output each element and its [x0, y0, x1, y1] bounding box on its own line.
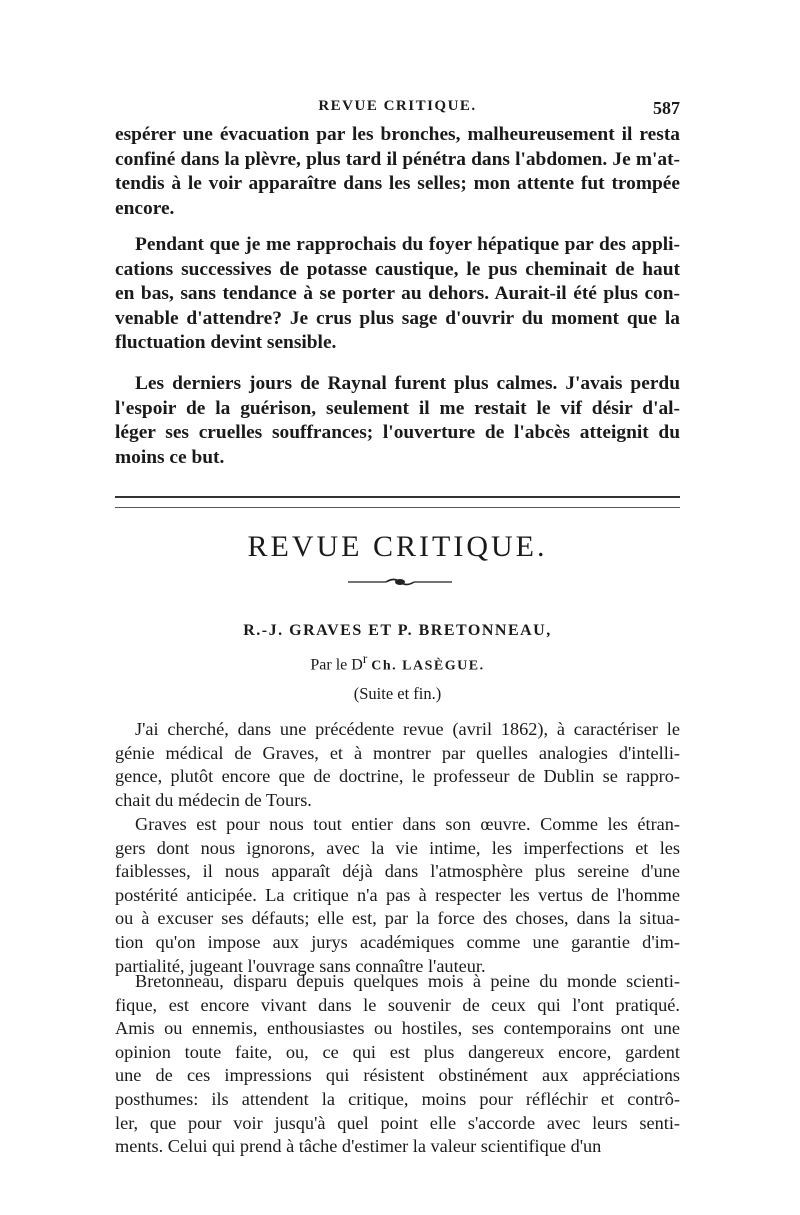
text-line: ments. Celui qui prend à tâche d'estimer la valeur scientifique d'un — [115, 1136, 602, 1157]
text-line: gence, plutôt encore que de doctrine, le professeur de Dublin se rappro- — [115, 766, 680, 787]
paragraph — [115, 813, 680, 978]
text-line: Les derniers jours de Raynal furent plus calmes. J'avais perdu — [135, 373, 680, 394]
text-line: opinion toute faite, ou, ce qui est plus dangereux encore, gardent — [115, 1041, 680, 1062]
text-line: gers dont nous ignorons, avec la vie intime, les imperfections et les — [115, 837, 680, 858]
text-line: moins ce but. — [115, 446, 225, 468]
text-line: faiblesses, il nous apparaît déjà dans l'atmosphère plus sereine d'une — [115, 861, 680, 882]
continuation-note: (Suite et fin.) — [353, 684, 442, 703]
text-line: Bretonneau, disparu depuis quelques mois à peine du monde scienti- — [135, 971, 680, 991]
ornament-divider — [348, 576, 452, 588]
running-head — [115, 98, 680, 120]
paragraph — [115, 718, 680, 812]
text-line: J'ai cherché, dans une précédente revue (avril 1862), à caractériser le — [135, 719, 680, 739]
text-line: chait du médecin de Tours. — [115, 789, 312, 810]
paragraph — [115, 970, 680, 1159]
text-line: une de ces impressions qui résistent obstinément aux appréciations — [115, 1065, 680, 1086]
text-line: fluctuation devint sensible. — [115, 332, 337, 353]
byline-sup: r — [362, 651, 368, 666]
page-number: 587 — [653, 98, 680, 118]
text-line: espérer une évacuation par les bronches, malheureusement il resta — [115, 124, 680, 145]
text-line: génie médical de Graves, et à montrer par quelles analogies d'intelli- — [115, 742, 680, 763]
text-line: Amis ou ennemis, enthousiastes ou hostiles, ses contemporains ont une — [115, 1018, 680, 1039]
text-line: en bas, sans tendance à se porter au dehors. Aurait-il été plus con- — [115, 283, 680, 304]
byline-author: Ch. LASÈGUE. — [371, 658, 485, 674]
text-line: ler, que pour voir jusqu'à quel point elle s'accorde avec leurs senti- — [115, 1112, 680, 1133]
paragraph — [115, 123, 680, 221]
text-line: partialité, jugeant l'ouvrage sans connaître l'auteur. — [115, 955, 486, 976]
running-head-title: REVUE CRITIQUE. — [318, 98, 477, 114]
text-line: posthumes: ils attendent la critique, moins pour réfléchir et contrô- — [115, 1088, 680, 1109]
text-line: Graves est pour nous tout entier dans son œuvre. Comme les étran- — [135, 814, 680, 834]
text-line: ou à excuser ses défauts; elle est, par la force des choses, dans la situa- — [115, 908, 680, 929]
text-line: fique, est encore vivant dans le souvenir de ceux qui l'ont pratiqué. — [115, 994, 680, 1015]
byline-prefix: Par le D — [310, 656, 363, 674]
paragraph — [115, 233, 680, 356]
text-line: tion qu'on impose aux jurys académiques comme une garantie d'im- — [115, 931, 680, 952]
text-line: cations successives de potasse caustique, le pus cheminait de haut — [115, 258, 680, 280]
text-line: Pendant que je me rapprochais du foyer hépatique par des appli- — [135, 234, 680, 255]
text-line: l'espoir de la guérison, seulement il me restait le vif désir d'al- — [115, 397, 680, 419]
text-line: venable d'attendre? Je crus plus sage d'ouvrir du moment que la — [115, 307, 680, 329]
text-line: encore. — [115, 197, 175, 219]
text-line: postérité anticipée. La critique n'a pas à respecter les vertus de l'homme — [115, 884, 680, 905]
text-line: confiné dans la plèvre, plus tard il pénétra dans l'abdomen. Je m'at- — [115, 148, 680, 170]
section-title: REVUE CRITIQUE. — [247, 530, 548, 563]
article-byline — [115, 651, 680, 674]
text-line: tendis à le voir apparaître dans les selles; mon attente fut trompée — [115, 173, 680, 194]
text-line: léger ses cruelles souffrances; l'ouverture de l'abcès atteignit du — [115, 422, 680, 443]
section-divider-rule — [115, 496, 680, 508]
paragraph — [115, 372, 680, 470]
article-subject: R.-J. GRAVES ET P. BRETONNEAU, — [243, 622, 552, 639]
